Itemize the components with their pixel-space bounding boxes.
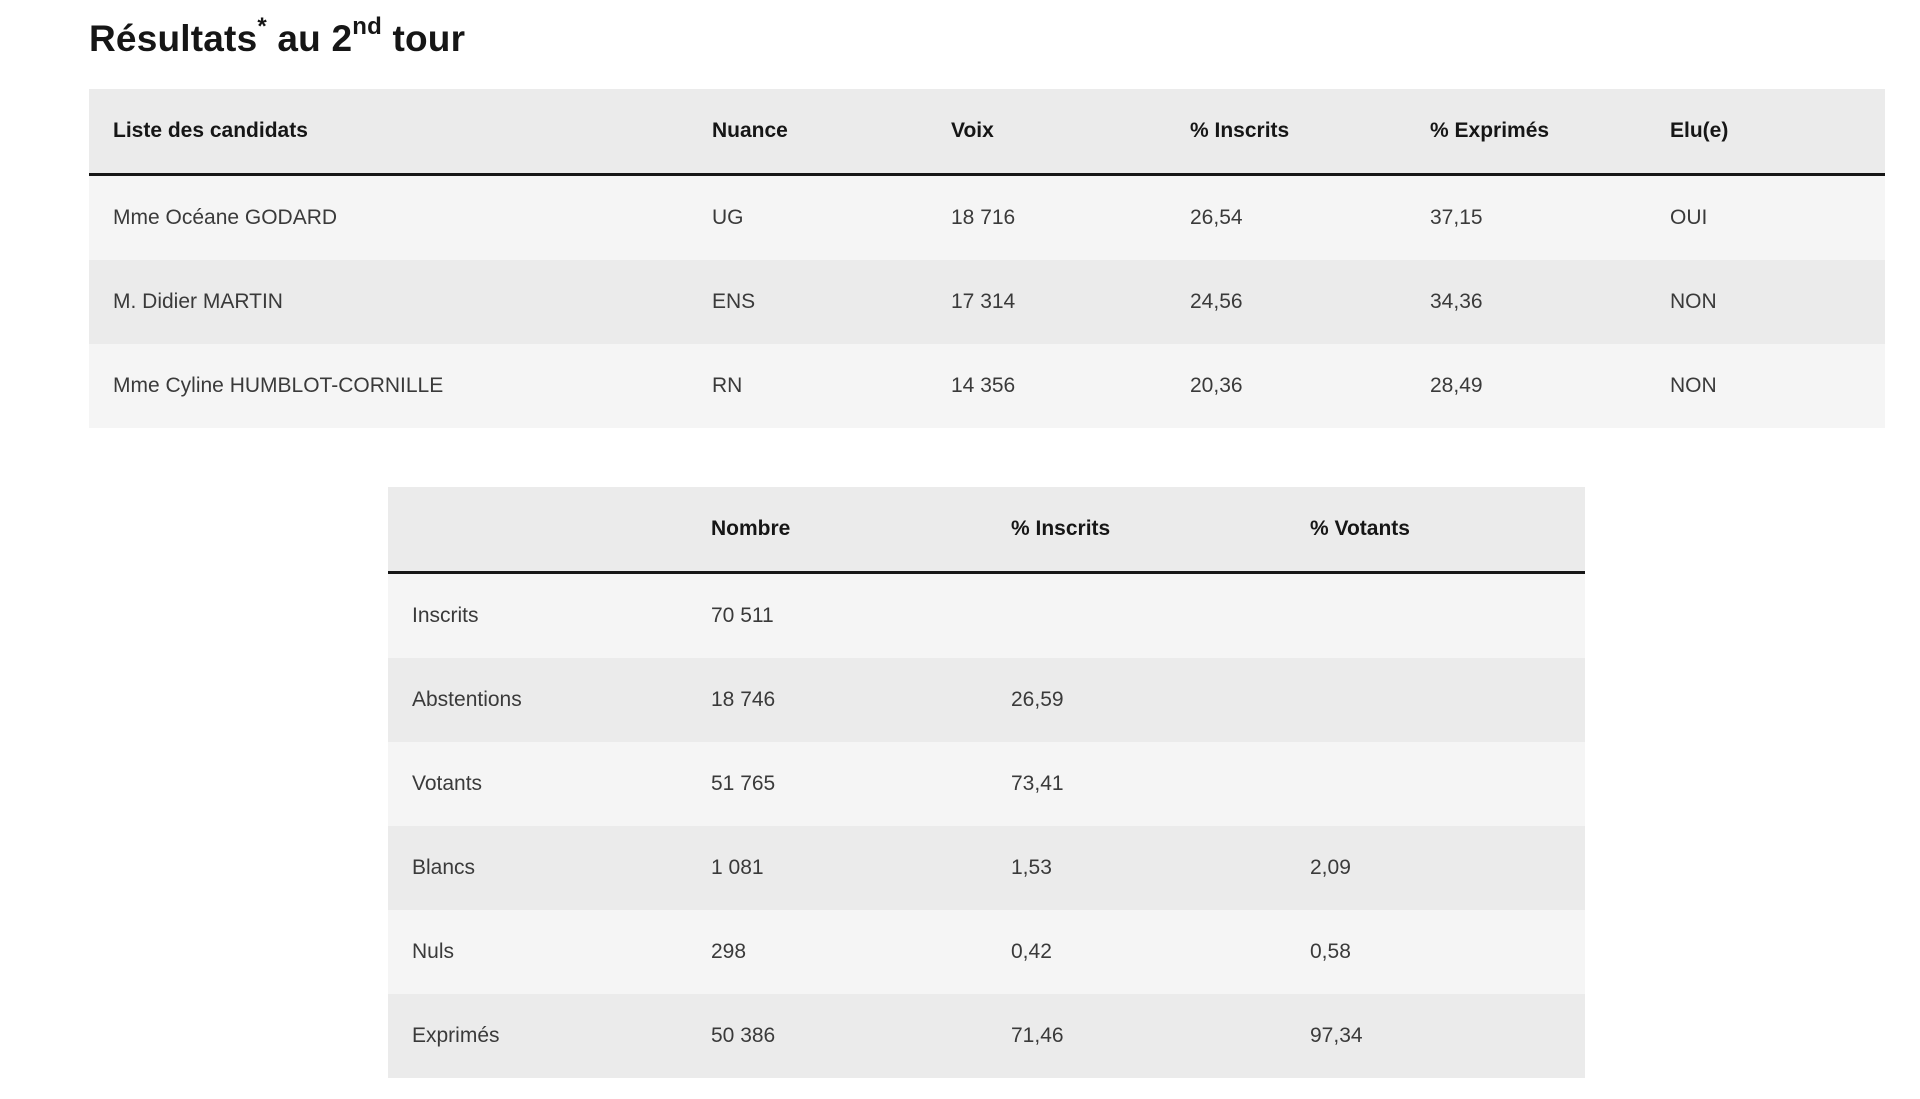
- candidate-name: Mme Océane GODARD: [89, 175, 688, 261]
- row-pct-votants: [1286, 573, 1585, 659]
- header-candidate-list: Liste des candidats: [89, 89, 688, 175]
- title-middle: au 2: [266, 18, 353, 59]
- table-row: [388, 742, 1585, 826]
- row-pct-votants: [1286, 742, 1585, 826]
- row-pct-inscrits: 0,42: [987, 910, 1286, 994]
- row-nombre: 298: [687, 910, 987, 994]
- candidate-pct-exprimes: 34,36: [1406, 260, 1646, 344]
- table-header-row: [89, 89, 1885, 175]
- candidates-results-table: [89, 89, 1885, 428]
- header-voix: Voix: [927, 89, 1166, 175]
- table-row: [388, 658, 1585, 742]
- table-row: [89, 344, 1885, 428]
- candidate-pct-inscrits: 20,36: [1166, 344, 1406, 428]
- row-nombre: 50 386: [687, 994, 987, 1078]
- row-pct-votants: 2,09: [1286, 826, 1585, 910]
- candidate-elu: NON: [1646, 344, 1885, 428]
- candidate-pct-exprimes: 37,15: [1406, 175, 1646, 261]
- table-row: [388, 573, 1585, 659]
- title-asterisk: *: [257, 12, 267, 40]
- table-header-row: [388, 487, 1585, 573]
- row-pct-inscrits: [987, 573, 1286, 659]
- page-title: [89, 14, 465, 64]
- table-row: [89, 175, 1885, 261]
- candidate-nuance: UG: [688, 175, 927, 261]
- header-pct-votants: % Votants: [1286, 487, 1585, 573]
- header-nuance: Nuance: [688, 89, 927, 175]
- header-nombre: Nombre: [687, 487, 987, 573]
- row-pct-votants: 0,58: [1286, 910, 1585, 994]
- row-nombre: 1 081: [687, 826, 987, 910]
- participation-table: [388, 487, 1585, 1078]
- header-pct-inscrits: % Inscrits: [1166, 89, 1406, 175]
- row-pct-inscrits: 26,59: [987, 658, 1286, 742]
- candidate-pct-exprimes: 28,49: [1406, 344, 1646, 428]
- row-pct-votants: [1286, 658, 1585, 742]
- row-label: Votants: [388, 742, 687, 826]
- row-nombre: 70 511: [687, 573, 987, 659]
- candidate-elu: NON: [1646, 260, 1885, 344]
- candidate-voix: 17 314: [927, 260, 1166, 344]
- row-nombre: 18 746: [687, 658, 987, 742]
- table-row: [388, 910, 1585, 994]
- row-pct-inscrits: 73,41: [987, 742, 1286, 826]
- row-label: Blancs: [388, 826, 687, 910]
- title-end: tour: [381, 18, 466, 59]
- row-label: Inscrits: [388, 573, 687, 659]
- row-label: Nuls: [388, 910, 687, 994]
- table-row: [89, 260, 1885, 344]
- candidate-pct-inscrits: 26,54: [1166, 175, 1406, 261]
- candidate-name: Mme Cyline HUMBLOT-CORNILLE: [89, 344, 688, 428]
- row-pct-votants: 97,34: [1286, 994, 1585, 1078]
- header-pct-inscrits: % Inscrits: [987, 487, 1286, 573]
- title-main: Résultats: [89, 18, 258, 59]
- candidate-voix: 18 716: [927, 175, 1166, 261]
- row-label: Exprimés: [388, 994, 687, 1078]
- candidate-elu: OUI: [1646, 175, 1885, 261]
- row-label: Abstentions: [388, 658, 687, 742]
- candidate-voix: 14 356: [927, 344, 1166, 428]
- header-elu: Elu(e): [1646, 89, 1885, 175]
- candidate-name: M. Didier MARTIN: [89, 260, 688, 344]
- row-nombre: 51 765: [687, 742, 987, 826]
- row-pct-inscrits: 1,53: [987, 826, 1286, 910]
- candidate-pct-inscrits: 24,56: [1166, 260, 1406, 344]
- row-pct-inscrits: 71,46: [987, 994, 1286, 1078]
- header-pct-exprimes: % Exprimés: [1406, 89, 1646, 175]
- candidate-nuance: RN: [688, 344, 927, 428]
- header-empty: [388, 487, 687, 573]
- candidate-nuance: ENS: [688, 260, 927, 344]
- table-row: [388, 826, 1585, 910]
- title-ordinal-suffix: nd: [352, 12, 382, 40]
- table-row: [388, 994, 1585, 1078]
